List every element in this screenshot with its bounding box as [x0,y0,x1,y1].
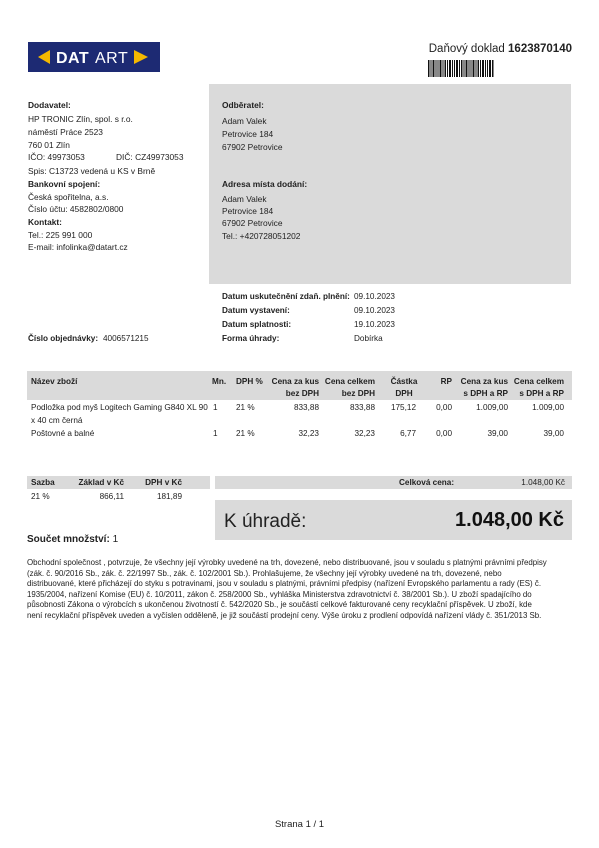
delivery-city: 67902 Petrovice [222,218,283,228]
delivery-name: Adam Valek [222,194,267,204]
supplier-ico: IČO: 49973053 [28,152,85,162]
item-name-continued: x 40 cm černá [31,416,83,425]
delivery-address-label: Adresa místa dodání: [222,179,308,189]
barcode-image [428,60,494,77]
bank-name: Česká spořitelna, a.s. [28,192,109,202]
col-header-vat-amount-sub: DPH [395,389,413,398]
bank-account: Číslo účtu: 4582802/0800 [28,204,124,214]
quantity-sum-value: 1 [112,534,119,545]
svg-text:DAT: DAT [56,50,90,67]
item-name: Podložka pod myš Logitech Gaming G840 XL 90 [31,403,208,412]
svg-text:ART: ART [95,50,129,67]
item-total-price: 32,23 [354,429,375,438]
customer-label: Odběratel: [222,100,264,110]
due-date-value: 19.10.2023 [354,320,395,329]
item-vat-rate: 21 % [236,429,255,438]
bank-label: Bankovní spojení: [28,179,101,189]
datart-logo [28,42,160,72]
col-header-vat-rate: DPH % [236,377,263,386]
item-name: Poštovné a balné [31,429,95,438]
supplier-register: Spis: C13723 vedená u KS v Brně [28,166,156,176]
payment-method-label: Forma úhrady: [222,334,280,343]
vat-col-base: Základ v Kč [78,478,124,487]
total-price-value: 1.048,00 Kč [521,478,565,487]
item-vat-amount: 175,12 [390,403,416,412]
legal-line: působnosti Zákona o výrobcích s ukončenou životností č. 542/2020 Sb., je součástí celkové fakturované ceny recyklační příspěvek. U zboží, kde [27,600,532,609]
item-unit-price-rp: 39,00 [487,429,508,438]
legal-line: Obchodní společnost , potvrzuje, že všechny její výrobky uvedené na trh, dovezené, nebo distribuované, jsou v souladu s platnými právními předpisy [27,558,547,567]
contact-label: Kontakt: [28,217,62,227]
delivery-street: Petrovice 184 [222,206,274,216]
document-label: Daňový doklad [428,43,505,55]
col-header-rp: RP [440,377,452,386]
payment-method-value: Dobírka [354,334,383,343]
quantity-sum-label: Součet množství: [27,534,110,545]
col-header-total-price-rp-sub: s DPH a RP [519,389,564,398]
item-rp: 0,00 [436,429,452,438]
amount-due-label: K úhradě: [224,511,307,532]
col-header-qty: Mn. [212,377,227,386]
item-qty: 1 [213,429,218,438]
item-unit-price-rp: 1.009,00 [476,403,508,412]
taxable-date-label: Datum uskutečnění zdaň. plnění: [222,292,350,301]
col-header-unit-price-rp: Cena za kus [460,377,508,386]
contact-phone: Tel.: 225 991 000 [28,230,93,240]
issue-date-value: 09.10.2023 [354,306,395,315]
item-unit-price: 32,23 [298,429,319,438]
amount-due-value: 1.048,00 Kč [455,509,564,531]
item-unit-price: 833,88 [293,403,319,412]
col-header-total-price-rp: Cena celkem [513,377,564,386]
vat-col-vat: DPH v Kč [145,478,182,487]
item-vat-amount: 6,77 [400,429,416,438]
issue-date-label: Datum vystavení: [222,306,290,315]
legal-line: distribuované, které přicházejí do styku s potravinami, jsou v souladu s platnými, právními předpisy (nařízení Evropského parlamentu a rady (ES) č. [27,579,542,588]
taxable-date-value: 09.10.2023 [354,292,395,301]
legal-line: (zák. č. 90/2016 Sb., zák. č. 22/1997 Sb., zák. č. 102/2001 Sb.). Prohlašujeme, že všechny její výrobky uvedené na trh, dovezené, nebo [27,568,502,578]
col-header-total-price-sub: bez DPH [341,389,375,398]
col-header-vat-amount: Částka [390,377,418,386]
supplier-name: HP TRONIC Zlín, spol. s r.o. [28,114,133,124]
delivery-phone: Tel.: +420728051202 [222,231,301,241]
supplier-label: Dodavatel: [28,100,71,110]
col-header-unit-price-rp-sub: s DPH a RP [463,389,508,398]
item-qty: 1 [213,403,218,412]
page-number: Strana 1 / 1 [274,819,325,830]
supplier-street: náměstí Práce 2523 [28,127,103,137]
customer-name: Adam Valek [222,116,267,126]
vat-base-value: 866,11 [99,492,124,501]
order-number-label: Číslo objednávky: [28,334,99,343]
vat-amount-value: 181,89 [156,492,182,501]
supplier-city: 760 01 Zlín [28,140,70,150]
order-number-value: 4006571215 [103,334,149,343]
supplier-dic: DIČ: CZ49973053 [116,152,184,162]
col-header-name: Název zboží [31,377,78,386]
col-header-unit-price: Cena za kus [271,377,319,386]
item-total-price-rp: 39,00 [543,429,564,438]
customer-street: Petrovice 184 [222,129,274,139]
legal-notice [27,558,572,621]
item-vat-rate: 21 % [236,403,255,412]
vat-col-rate: Sazba [31,478,55,487]
vat-rate-value: 21 % [31,492,50,501]
col-header-total-price: Cena celkem [324,377,375,386]
legal-line: 1935/2004, nařízení Komise (EU) č. 10/2011, zákon č. 258/2000 Sb., vyhláška Ministerstva zdravotnictví č. 38/2001 Sb.). U zboží spadajícího do [27,589,532,599]
item-total-price: 833,88 [349,403,375,412]
document-title [400,42,572,56]
legal-line: není recyklační příspěvek uveden a vyčíslen odděleně, je již součástí prodejní ceny. Výše úroku z prodlení odpovídá nařízení vlády č. 351/2013 Sb. [27,610,542,620]
item-rp: 0,00 [436,403,452,412]
contact-email: E-mail: infolinka@datart.cz [28,242,128,252]
document-number: 1623870140 [508,43,572,55]
customer-city: 67902 Petrovice [222,142,283,152]
item-total-price-rp: 1.009,00 [532,403,564,412]
total-price-label: Celková cena: [399,478,455,487]
due-date-label: Datum splatnosti: [222,320,292,329]
quantity-sum [27,534,118,547]
col-header-unit-price-sub: bez DPH [285,389,319,398]
